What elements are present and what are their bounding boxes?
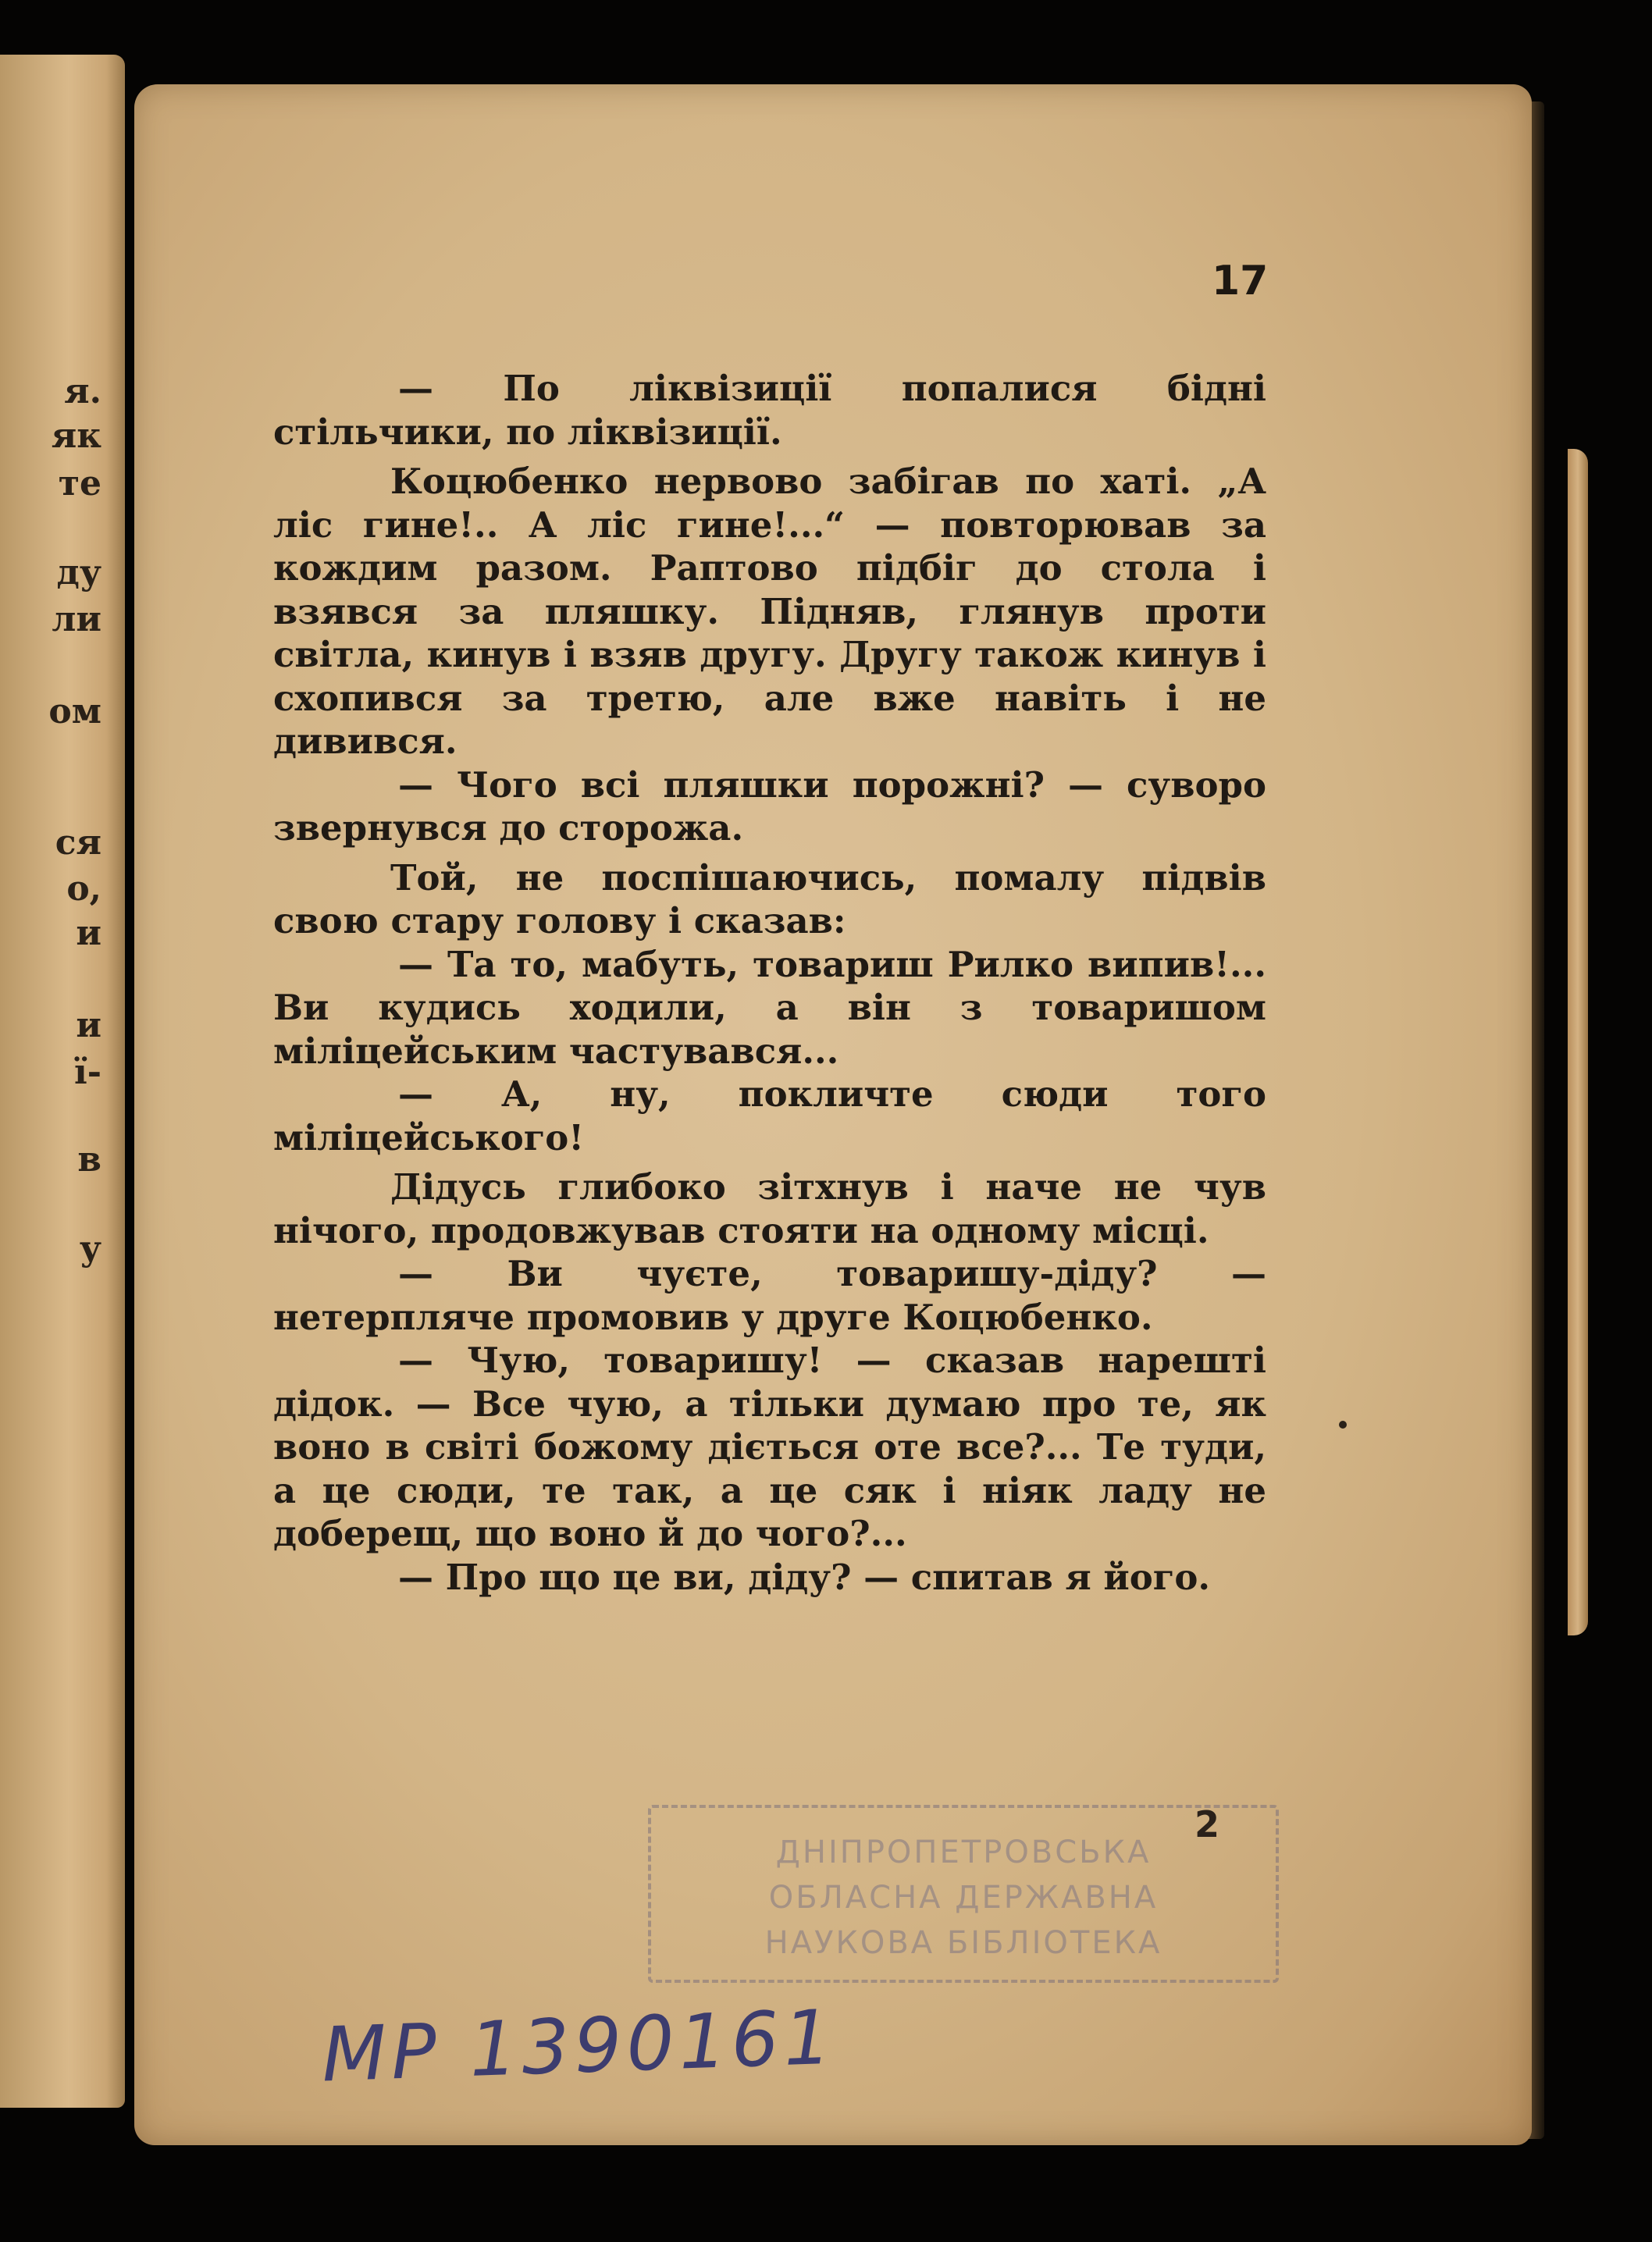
paragraph: — Про що це ви, діду? — спитав я його.: [398, 1556, 1211, 1598]
stamp-line: ОБЛАСНА ДЕРЖАВНА: [768, 1880, 1159, 1916]
library-stamp: [648, 1805, 1279, 1983]
paragraph: Коцюбенко нервово забігав по хаті. „А ліс гине!.. А ліс гине!...“ — повторював за кождим разом. Раптово підбіг до стола і взявся за пляшку. Підняв, глянув проти світла, кинув і взяв другу. Другу також кинув і схопився за третю, але вже навіть і не дивився.: [273, 461, 1266, 762]
left-page-text: и: [76, 1005, 101, 1045]
left-page-text: те: [58, 464, 101, 504]
paragraph: — А, ну, покличте сюди того міліцейського!: [273, 1073, 1266, 1158]
paragraph: Дідусь глибоко зітхнув і наче не чув нічого, продовжував стояти на одному місці.: [273, 1166, 1266, 1251]
stamp-line: НАУКОВА БІБЛІОТЕКА: [764, 1925, 1162, 1961]
left-page-text: о,: [66, 869, 101, 909]
page-tab: [1568, 449, 1588, 1635]
left-page-text: ду: [56, 553, 101, 593]
ink-speck: [1339, 1421, 1347, 1429]
paragraph: — Ви чуєте, товаришу-діду? — нетерпляче промовив у друге Коцюбенко.: [273, 1253, 1266, 1338]
body-text: [273, 367, 1266, 1599]
left-page-text: в: [77, 1140, 101, 1180]
left-page-text: ся: [55, 823, 101, 863]
stamp-line: ДНІПРОПЕТРОВСЬКА: [775, 1835, 1152, 1870]
left-page-fragment: [0, 55, 125, 2108]
left-page-text: и: [76, 913, 101, 953]
left-page-text: як: [51, 416, 101, 456]
paragraph: — Чую, товаришу! — сказав нарешті дідок. — Все чую, а тільки думаю про те, як воно в світі божому діється оте все?... Те туди, а це сюди, те так, а це сяк і ніяк ладу не доберещ, що воно й до чого?...: [273, 1340, 1266, 1554]
left-page-text: я.: [64, 372, 101, 411]
left-page-text: ли: [52, 600, 101, 639]
left-page-text: у: [79, 1229, 101, 1269]
handwritten-inventory-number: МР 1390161: [320, 1993, 838, 2099]
paragraph: Той, не поспішаючись, помалу підвів свою стару голову і сказав:: [273, 856, 1266, 941]
paragraph: — Та то, мабуть, товариш Рилко випив!... Ви кудись ходили, а він з товаришом міліцейським частувався...: [273, 943, 1266, 1072]
paragraph: — По ліквізиції попалися бідні стільчики, по ліквізиції.: [273, 368, 1266, 453]
signature-mark: 2: [1194, 1803, 1220, 1845]
left-page-text: ом: [48, 692, 101, 731]
page-number: 17: [1212, 258, 1269, 304]
paragraph: — Чого всі пляшки порожні? — суворо звернувся до сторожа.: [273, 763, 1266, 849]
left-page-text: ї-: [74, 1052, 101, 1092]
